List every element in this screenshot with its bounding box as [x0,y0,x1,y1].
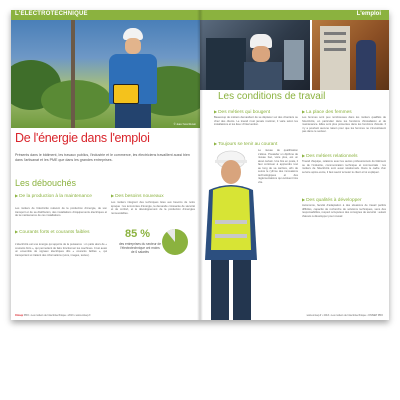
triangle-bullet-icon: ▶ [214,109,218,114]
section-bar-left [11,10,200,20]
triangle-bullet-icon: ▶ [111,193,115,198]
qualites-heading: ▶Des qualités à développer [302,197,362,203]
courants-body: L'électricité est une énergie qui apporte de la puissance : on parle alors de « courants forts », qui permettent de faire fonctionner les machines. C'est aussi un ensemble de signaux électriques dits « courants faibles », qui transportent et traitent des informations (sons, images, textes). [15,243,107,257]
worker-cutout-figure [203,150,259,320]
footer-left: Onisep PRO • Les métiers de l'électrotechnique • 2013 • www.onisep.fr [15,314,91,317]
triangle-bullet-icon: ▶ [15,229,19,234]
photo-electrician-outdoor [11,20,200,128]
left-page [11,10,200,320]
metiers-bougent-heading: ▶Des métiers qui bougent [214,109,271,115]
triangle-bullet-icon: ▶ [214,141,218,146]
triangle-bullet-icon: ▶ [15,193,19,198]
relationnels-heading: ▶Des métiers relationnels [302,153,358,159]
courants-heading: ▶Courants forts et courants faibles [15,229,90,235]
besoins-body: Les métiers intègrent des techniques liées aux besoins de notre époque : les économies d'énergie, la demande croissante de sécurité et de confort, et le développement de la production d'énergies renouvelables. [111,201,195,215]
relationnels-body: Travail d'équipe, relations avec les autres professionnels du bâtiment ou de l'industrie, communication technique et commerciale : les métiers de l'électricité sont aussi relationnels. Dans le cadre d'un service après-vente, il faut savoir écouter le client et lui expliquer. [302,160,386,174]
pie-chart-icon [161,228,189,256]
debouches-heading: Les débouchés [15,178,77,188]
toujours-body: Le niveau de qualification s'élève. Posséder un diplôme de niveau bac, voire plus, est un atout certain. Une fois en poste, il faut continuer à apprendre tout au long de sa carrière, afin de suivre le rythme des innovations technologiques et des réglementations qui évoluent très vite. [258,149,298,184]
triangle-bullet-icon: ▶ [302,197,306,202]
production-body: Les métiers de l'électricité relèvent de la production d'énergie, de son transport et de sa distribution, des installations d'équipements électriques et de la maintenance de ces installations. [15,207,107,217]
metiers-bougent-body: Beaucoup de métiers demandent de se déplacer sur des chantiers ou chez des clients. Le travail n'est jamais routinier, il varie selon les installations et les lieux d'intervention. [214,116,298,126]
worker-figure [103,28,163,128]
intro-text: Présents dans le bâtiment, les travaux publics, l'industrie et le commerce, les électriciens travaillent aussi bien dans l'artisanat et les PME que dans les grandes entreprises. [15,153,190,162]
stat-percentage: 85 % [125,228,151,240]
stat-description: des entreprises du secteur de l'électrotechnique ont moins de 6 salariés [119,242,161,254]
besoins-heading: ▶Des besoins nouveaux [111,193,164,199]
footer-right: www.onisep.fr • 2013 • Les métiers de l'électrotechnique • ONISEP PRO [306,314,383,317]
section-label-right: L'emploi [356,11,381,17]
page-gutter [197,10,203,320]
femmes-body: Les femmes sont peu nombreuses dans les métiers qualifiés de l'électricité, en particulier dans les fonctions d'installation et de maintenance. Elles sont plus présentes dans les fonctions d'étude. Il n'y a pourtant aucune raison pour que les femmes ne s'investissent pas dans ce secteur. [302,116,386,133]
photo-credit: © Jean-Yves Renon [173,123,196,126]
toujours-heading: ▶Toujours se tenir au courant [214,141,278,147]
femmes-heading: ▶La place des femmes [302,109,352,115]
magazine-spread [11,10,389,320]
section-bar-right [200,10,389,20]
triangle-bullet-icon: ▶ [302,109,306,114]
production-heading: ▶De la production à la maintenance [15,193,92,199]
conditions-heading: Les conditions de travail [218,91,326,102]
section-label-left: L'ÉLECTROTECHNIQUE [15,11,88,17]
photo-electrician-cabinet [312,20,389,90]
triangle-bullet-icon: ▶ [302,153,306,158]
page-title: De l'énergie dans l'emploi [15,131,150,145]
qualites-body: Autonomie, faculté d'adaptation à des situations de travail parfois difficiles, capacité de recherche de solutions techniques, sens des responsabilités, respect scrupuleux des consignes de sécurité : autant d'atouts à développer pour réussir. [302,204,386,218]
photo-technician-lab [200,20,310,90]
